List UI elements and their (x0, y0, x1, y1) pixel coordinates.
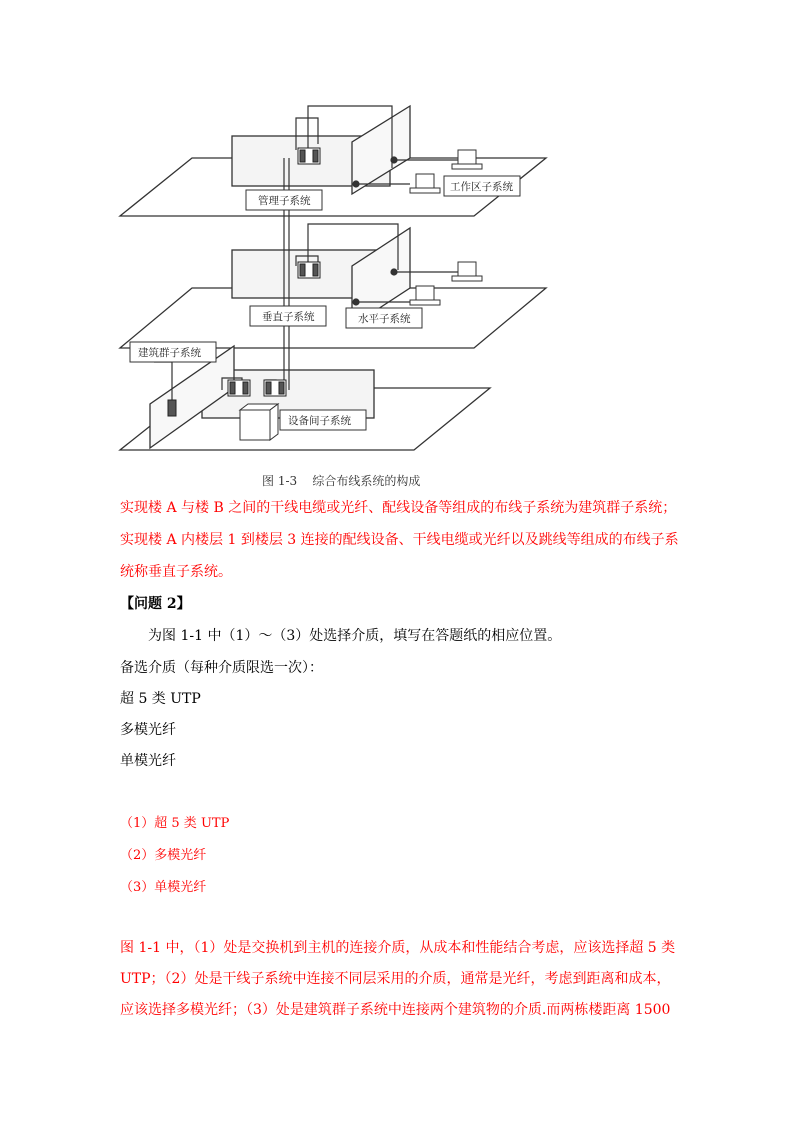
paragraph-campus: 实现楼 A 与楼 B 之间的干线电缆或光纤、配线设备等组成的布线子系统为建筑群子系统； (120, 500, 677, 516)
question-title: 【问题 2】 (120, 596, 191, 612)
cabling-system-figure (118, 98, 548, 490)
vertical-label: 垂直子系统 (262, 311, 315, 323)
horizontal-label: 水平子系统 (358, 313, 411, 325)
answer-item: （1）超 5 类 UTP (120, 816, 230, 831)
workarea-label: 工作区子系统 (450, 181, 513, 193)
paragraph-vertical-2: 统称垂直子系统。 (120, 564, 232, 580)
explanation-line: UTP；（2）处是干线子系统中连接不同层采用的介质，通常是光纤，考虑到距离和成本， (120, 971, 671, 987)
answer-item: （3）单模光纤 (120, 880, 207, 895)
equipment-label: 设备间子系统 (288, 415, 351, 427)
explanation-line: 图 1-1 中，（1）处是交换机到主机的连接介质，从成本和性能结合考虑，应该选择超 5 类 (120, 940, 676, 956)
option-item: 多模光纤 (120, 722, 176, 738)
option-item: 超 5 类 UTP (120, 691, 201, 707)
answer-item: （2）多模光纤 (120, 848, 207, 863)
figure-caption: 图 1-3 综合布线系统的构成 (262, 474, 421, 488)
cabling-diagram (118, 98, 548, 490)
question-text: 为图 1-1 中（1）～（3）处选择介质，填写在答题纸的相应位置。 (148, 628, 562, 644)
paragraph-vertical-1: 实现楼 A 内楼层 1 到楼层 3 连接的配线设备、干线电缆或光纤以及跳线等组成的布线子系 (120, 532, 679, 548)
campus-label: 建筑群子系统 (138, 347, 201, 359)
management-label: 管理子系统 (258, 195, 311, 207)
explanation-line: 应该选择多模光纤；（3）处是建筑群子系统中连接两个建筑物的介质.而两栋楼距离 1500 (120, 1002, 671, 1018)
option-item: 单模光纤 (120, 753, 176, 769)
options-title: 备选介质（每种介质限选一次）： (120, 660, 323, 676)
